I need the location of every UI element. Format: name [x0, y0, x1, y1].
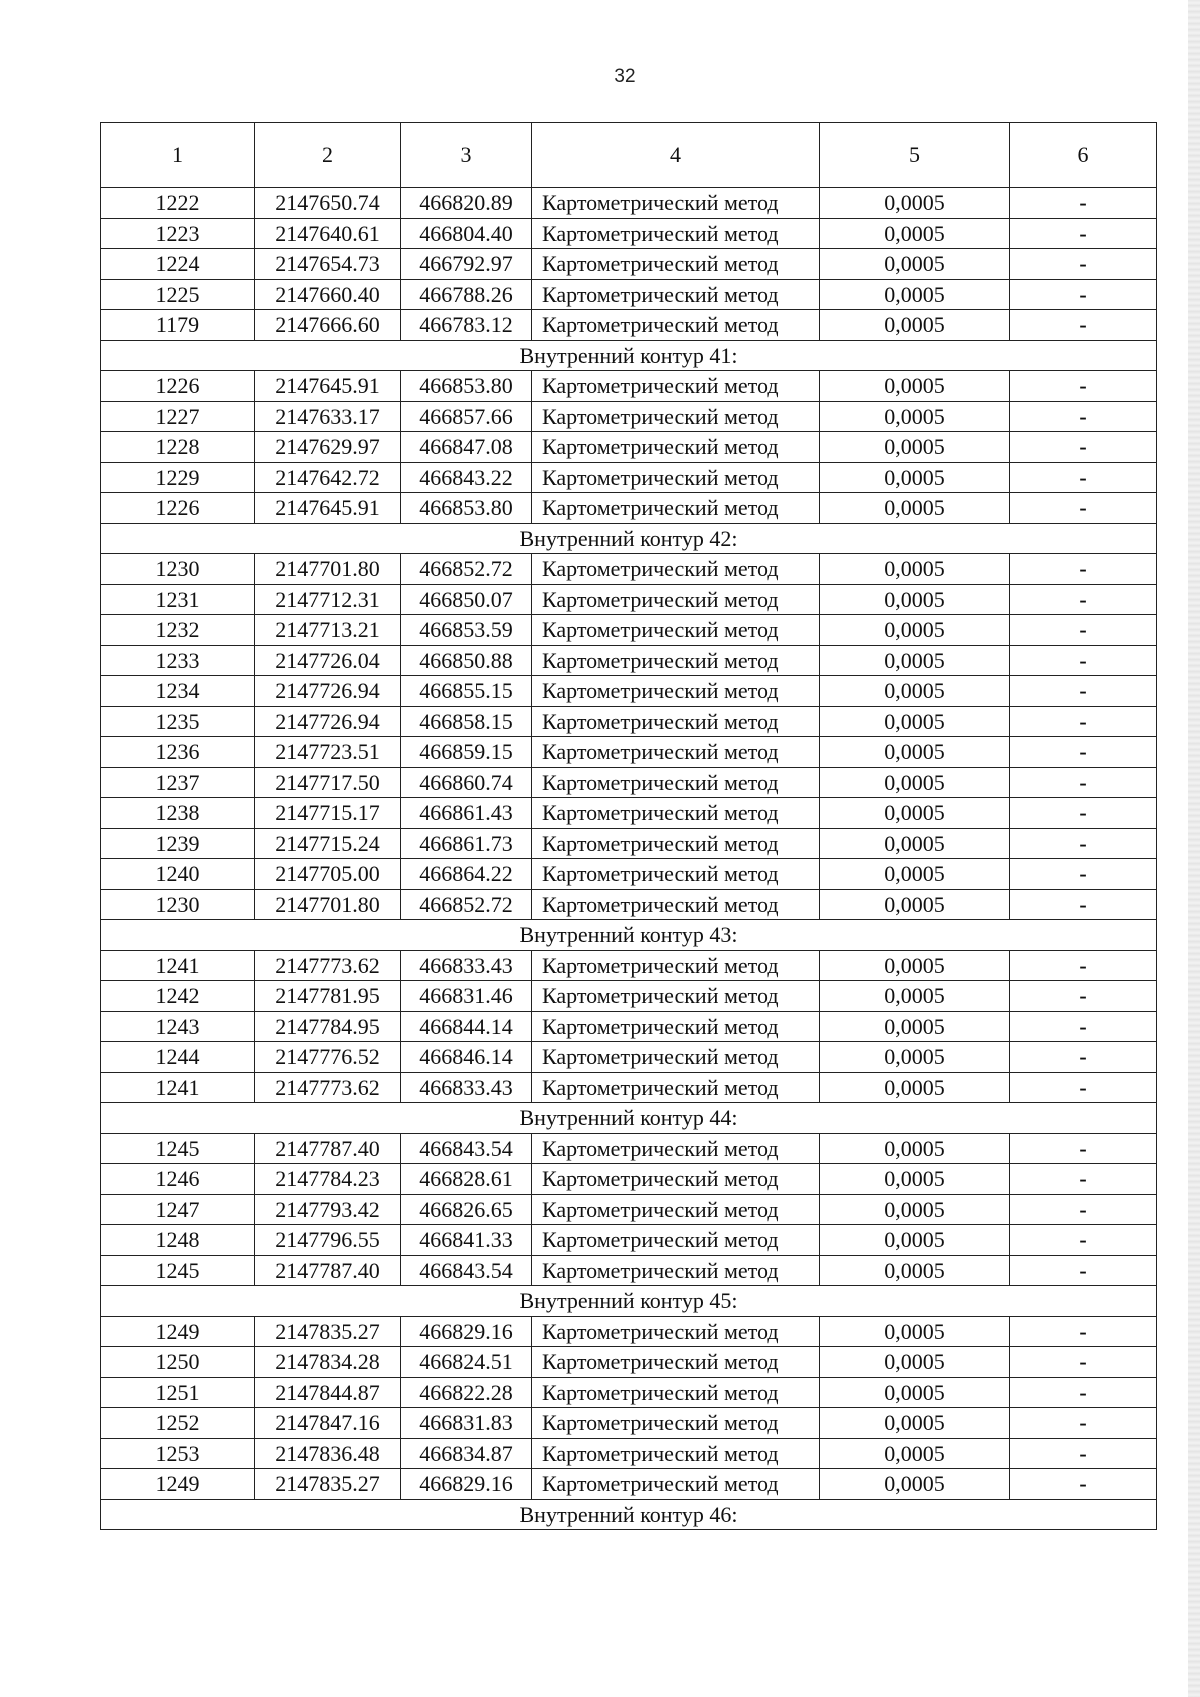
table-row: [101, 706, 1157, 737]
table-row: [101, 218, 1157, 249]
accuracy-cell: 0,0005: [820, 950, 1010, 981]
x-coordinate-cell: 2147834.28: [255, 1347, 401, 1378]
accuracy-cell: 0,0005: [820, 859, 1010, 890]
table-row: [101, 828, 1157, 859]
accuracy-cell: 0,0005: [820, 1133, 1010, 1164]
method-cell: Картометрический метод: [532, 493, 820, 524]
method-cell: Картометрический метод: [532, 188, 820, 219]
method-cell: Картометрический метод: [532, 1225, 820, 1256]
point-number-cell: 1232: [101, 615, 255, 646]
note-cell: -: [1010, 432, 1157, 463]
method-cell: Картометрический метод: [532, 401, 820, 432]
contour-section-label: Внутренний контур 43:: [101, 920, 1157, 951]
table-row: [101, 798, 1157, 829]
note-cell: -: [1010, 798, 1157, 829]
contour-section-row: [101, 1499, 1157, 1530]
x-coordinate-cell: 2147640.61: [255, 218, 401, 249]
table-row: [101, 676, 1157, 707]
x-coordinate-cell: 2147701.80: [255, 554, 401, 585]
point-number-cell: 1231: [101, 584, 255, 615]
method-cell: Картометрический метод: [532, 676, 820, 707]
method-cell: Картометрический метод: [532, 767, 820, 798]
table-row: [101, 1408, 1157, 1439]
note-cell: -: [1010, 1042, 1157, 1073]
x-coordinate-cell: 2147654.73: [255, 249, 401, 280]
y-coordinate-cell: 466828.61: [401, 1164, 532, 1195]
scan-edge-decoration: [1188, 0, 1200, 1697]
note-cell: -: [1010, 1469, 1157, 1500]
table-row: [101, 889, 1157, 920]
column-header-3: 3: [401, 123, 532, 188]
note-cell: -: [1010, 310, 1157, 341]
point-number-cell: 1253: [101, 1438, 255, 1469]
y-coordinate-cell: 466834.87: [401, 1438, 532, 1469]
y-coordinate-cell: 466847.08: [401, 432, 532, 463]
y-coordinate-cell: 466846.14: [401, 1042, 532, 1073]
point-number-cell: 1241: [101, 950, 255, 981]
contour-section-label: Внутренний контур 46:: [101, 1499, 1157, 1530]
method-cell: Картометрический метод: [532, 798, 820, 829]
accuracy-cell: 0,0005: [820, 218, 1010, 249]
y-coordinate-cell: 466859.15: [401, 737, 532, 768]
point-number-cell: 1247: [101, 1194, 255, 1225]
table-row: [101, 1347, 1157, 1378]
table-row: [101, 554, 1157, 585]
point-number-cell: 1250: [101, 1347, 255, 1378]
accuracy-cell: 0,0005: [820, 981, 1010, 1012]
y-coordinate-cell: 466831.83: [401, 1408, 532, 1439]
note-cell: -: [1010, 554, 1157, 585]
point-number-cell: 1233: [101, 645, 255, 676]
table-row: [101, 584, 1157, 615]
contour-section-label: Внутренний контур 42:: [101, 523, 1157, 554]
method-cell: Картометрический метод: [532, 432, 820, 463]
note-cell: -: [1010, 584, 1157, 615]
table-row: [101, 1194, 1157, 1225]
point-number-cell: 1248: [101, 1225, 255, 1256]
y-coordinate-cell: 466841.33: [401, 1225, 532, 1256]
table-row: [101, 859, 1157, 890]
accuracy-cell: 0,0005: [820, 1316, 1010, 1347]
note-cell: -: [1010, 1347, 1157, 1378]
method-cell: Картометрический метод: [532, 1194, 820, 1225]
note-cell: -: [1010, 1438, 1157, 1469]
method-cell: Картометрический метод: [532, 1255, 820, 1286]
point-number-cell: 1249: [101, 1316, 255, 1347]
method-cell: Картометрический метод: [532, 371, 820, 402]
x-coordinate-cell: 2147726.04: [255, 645, 401, 676]
method-cell: Картометрический метод: [532, 645, 820, 676]
x-coordinate-cell: 2147666.60: [255, 310, 401, 341]
table-row: [101, 1438, 1157, 1469]
x-coordinate-cell: 2147723.51: [255, 737, 401, 768]
note-cell: -: [1010, 1133, 1157, 1164]
y-coordinate-cell: 466833.43: [401, 1072, 532, 1103]
accuracy-cell: 0,0005: [820, 1377, 1010, 1408]
point-number-cell: 1225: [101, 279, 255, 310]
coordinates-table: [100, 122, 1157, 1530]
column-header-4: 4: [532, 123, 820, 188]
method-cell: Картометрический метод: [532, 1164, 820, 1195]
table-row: [101, 981, 1157, 1012]
point-number-cell: 1228: [101, 432, 255, 463]
x-coordinate-cell: 2147787.40: [255, 1255, 401, 1286]
table-row: [101, 645, 1157, 676]
y-coordinate-cell: 466843.54: [401, 1255, 532, 1286]
point-number-cell: 1234: [101, 676, 255, 707]
y-coordinate-cell: 466783.12: [401, 310, 532, 341]
accuracy-cell: 0,0005: [820, 1194, 1010, 1225]
y-coordinate-cell: 466858.15: [401, 706, 532, 737]
accuracy-cell: 0,0005: [820, 1438, 1010, 1469]
contour-section-label: Внутренний контур 41:: [101, 340, 1157, 371]
x-coordinate-cell: 2147787.40: [255, 1133, 401, 1164]
note-cell: -: [1010, 401, 1157, 432]
point-number-cell: 1240: [101, 859, 255, 890]
table-row: [101, 1011, 1157, 1042]
contour-section-row: [101, 340, 1157, 371]
accuracy-cell: 0,0005: [820, 1347, 1010, 1378]
point-number-cell: 1242: [101, 981, 255, 1012]
column-header-1: 1: [101, 123, 255, 188]
point-number-cell: 1230: [101, 554, 255, 585]
y-coordinate-cell: 466829.16: [401, 1316, 532, 1347]
method-cell: Картометрический метод: [532, 249, 820, 280]
y-coordinate-cell: 466855.15: [401, 676, 532, 707]
x-coordinate-cell: 2147713.21: [255, 615, 401, 646]
table-row: [101, 1316, 1157, 1347]
point-number-cell: 1245: [101, 1133, 255, 1164]
table-row: [101, 1072, 1157, 1103]
method-cell: Картометрический метод: [532, 1316, 820, 1347]
column-header-5: 5: [820, 123, 1010, 188]
method-cell: Картометрический метод: [532, 1438, 820, 1469]
table-row: [101, 371, 1157, 402]
method-cell: Картометрический метод: [532, 706, 820, 737]
method-cell: Картометрический метод: [532, 981, 820, 1012]
x-coordinate-cell: 2147784.95: [255, 1011, 401, 1042]
note-cell: -: [1010, 1377, 1157, 1408]
contour-section-label: Внутренний контур 44:: [101, 1103, 1157, 1134]
x-coordinate-cell: 2147844.87: [255, 1377, 401, 1408]
note-cell: -: [1010, 1255, 1157, 1286]
note-cell: -: [1010, 371, 1157, 402]
table-row: [101, 767, 1157, 798]
y-coordinate-cell: 466822.28: [401, 1377, 532, 1408]
note-cell: -: [1010, 676, 1157, 707]
method-cell: Картометрический метод: [532, 859, 820, 890]
point-number-cell: 1230: [101, 889, 255, 920]
accuracy-cell: 0,0005: [820, 249, 1010, 280]
table-row: [101, 432, 1157, 463]
x-coordinate-cell: 2147726.94: [255, 676, 401, 707]
y-coordinate-cell: 466820.89: [401, 188, 532, 219]
point-number-cell: 1226: [101, 371, 255, 402]
accuracy-cell: 0,0005: [820, 1255, 1010, 1286]
x-coordinate-cell: 2147660.40: [255, 279, 401, 310]
x-coordinate-cell: 2147629.97: [255, 432, 401, 463]
note-cell: -: [1010, 981, 1157, 1012]
accuracy-cell: 0,0005: [820, 798, 1010, 829]
note-cell: -: [1010, 1408, 1157, 1439]
y-coordinate-cell: 466860.74: [401, 767, 532, 798]
accuracy-cell: 0,0005: [820, 767, 1010, 798]
x-coordinate-cell: 2147715.17: [255, 798, 401, 829]
accuracy-cell: 0,0005: [820, 432, 1010, 463]
accuracy-cell: 0,0005: [820, 889, 1010, 920]
note-cell: -: [1010, 279, 1157, 310]
accuracy-cell: 0,0005: [820, 188, 1010, 219]
method-cell: Картометрический метод: [532, 615, 820, 646]
method-cell: Картометрический метод: [532, 310, 820, 341]
note-cell: -: [1010, 950, 1157, 981]
x-coordinate-cell: 2147781.95: [255, 981, 401, 1012]
accuracy-cell: 0,0005: [820, 615, 1010, 646]
table-row: [101, 1042, 1157, 1073]
accuracy-cell: 0,0005: [820, 737, 1010, 768]
table-row: [101, 1255, 1157, 1286]
point-number-cell: 1237: [101, 767, 255, 798]
x-coordinate-cell: 2147835.27: [255, 1469, 401, 1500]
table-row: [101, 462, 1157, 493]
accuracy-cell: 0,0005: [820, 1225, 1010, 1256]
method-cell: Картометрический метод: [532, 950, 820, 981]
y-coordinate-cell: 466829.16: [401, 1469, 532, 1500]
note-cell: -: [1010, 767, 1157, 798]
y-coordinate-cell: 466824.51: [401, 1347, 532, 1378]
y-coordinate-cell: 466857.66: [401, 401, 532, 432]
note-cell: -: [1010, 737, 1157, 768]
y-coordinate-cell: 466804.40: [401, 218, 532, 249]
point-number-cell: 1222: [101, 188, 255, 219]
x-coordinate-cell: 2147705.00: [255, 859, 401, 890]
x-coordinate-cell: 2147793.42: [255, 1194, 401, 1225]
accuracy-cell: 0,0005: [820, 645, 1010, 676]
note-cell: -: [1010, 828, 1157, 859]
x-coordinate-cell: 2147642.72: [255, 462, 401, 493]
x-coordinate-cell: 2147836.48: [255, 1438, 401, 1469]
table-row: [101, 950, 1157, 981]
contour-section-label: Внутренний контур 45:: [101, 1286, 1157, 1317]
accuracy-cell: 0,0005: [820, 1072, 1010, 1103]
table-row: [101, 1164, 1157, 1195]
accuracy-cell: 0,0005: [820, 371, 1010, 402]
method-cell: Картометрический метод: [532, 1408, 820, 1439]
point-number-cell: 1238: [101, 798, 255, 829]
y-coordinate-cell: 466792.97: [401, 249, 532, 280]
x-coordinate-cell: 2147701.80: [255, 889, 401, 920]
method-cell: Картометрический метод: [532, 1377, 820, 1408]
note-cell: -: [1010, 188, 1157, 219]
accuracy-cell: 0,0005: [820, 676, 1010, 707]
column-header-6: 6: [1010, 123, 1157, 188]
accuracy-cell: 0,0005: [820, 1469, 1010, 1500]
method-cell: Картометрический метод: [532, 584, 820, 615]
y-coordinate-cell: 466843.22: [401, 462, 532, 493]
table-row: [101, 249, 1157, 280]
x-coordinate-cell: 2147776.52: [255, 1042, 401, 1073]
point-number-cell: 1252: [101, 1408, 255, 1439]
y-coordinate-cell: 466852.72: [401, 889, 532, 920]
note-cell: -: [1010, 1194, 1157, 1225]
table-row: [101, 310, 1157, 341]
x-coordinate-cell: 2147633.17: [255, 401, 401, 432]
table-header-row: [101, 123, 1157, 188]
accuracy-cell: 0,0005: [820, 1011, 1010, 1042]
point-number-cell: 1245: [101, 1255, 255, 1286]
y-coordinate-cell: 466853.80: [401, 493, 532, 524]
method-cell: Картометрический метод: [532, 1347, 820, 1378]
x-coordinate-cell: 2147773.62: [255, 950, 401, 981]
note-cell: -: [1010, 859, 1157, 890]
point-number-cell: 1243: [101, 1011, 255, 1042]
point-number-cell: 1224: [101, 249, 255, 280]
contour-section-row: [101, 920, 1157, 951]
accuracy-cell: 0,0005: [820, 493, 1010, 524]
table-row: [101, 1469, 1157, 1500]
method-cell: Картометрический метод: [532, 1011, 820, 1042]
x-coordinate-cell: 2147784.23: [255, 1164, 401, 1195]
accuracy-cell: 0,0005: [820, 584, 1010, 615]
y-coordinate-cell: 466864.22: [401, 859, 532, 890]
page-number: 32: [614, 66, 636, 87]
point-number-cell: 1246: [101, 1164, 255, 1195]
point-number-cell: 1235: [101, 706, 255, 737]
point-number-cell: 1227: [101, 401, 255, 432]
note-cell: -: [1010, 615, 1157, 646]
table-row: [101, 1133, 1157, 1164]
point-number-cell: 1223: [101, 218, 255, 249]
x-coordinate-cell: 2147645.91: [255, 371, 401, 402]
y-coordinate-cell: 466853.59: [401, 615, 532, 646]
table-row: [101, 615, 1157, 646]
table-row: [101, 188, 1157, 219]
table-row: [101, 279, 1157, 310]
point-number-cell: 1229: [101, 462, 255, 493]
point-number-cell: 1179: [101, 310, 255, 341]
point-number-cell: 1239: [101, 828, 255, 859]
y-coordinate-cell: 466853.80: [401, 371, 532, 402]
column-header-2: 2: [255, 123, 401, 188]
table-row: [101, 401, 1157, 432]
method-cell: Картометрический метод: [532, 889, 820, 920]
note-cell: -: [1010, 1164, 1157, 1195]
y-coordinate-cell: 466850.88: [401, 645, 532, 676]
method-cell: Картометрический метод: [532, 1469, 820, 1500]
table-row: [101, 737, 1157, 768]
y-coordinate-cell: 466861.43: [401, 798, 532, 829]
note-cell: -: [1010, 889, 1157, 920]
note-cell: -: [1010, 706, 1157, 737]
table-row: [101, 1377, 1157, 1408]
note-cell: -: [1010, 249, 1157, 280]
method-cell: Картометрический метод: [532, 1042, 820, 1073]
x-coordinate-cell: 2147717.50: [255, 767, 401, 798]
note-cell: -: [1010, 493, 1157, 524]
x-coordinate-cell: 2147650.74: [255, 188, 401, 219]
accuracy-cell: 0,0005: [820, 1164, 1010, 1195]
point-number-cell: 1251: [101, 1377, 255, 1408]
method-cell: Картометрический метод: [532, 1072, 820, 1103]
table-body: [101, 123, 1157, 1530]
y-coordinate-cell: 466852.72: [401, 554, 532, 585]
accuracy-cell: 0,0005: [820, 1408, 1010, 1439]
point-number-cell: 1244: [101, 1042, 255, 1073]
x-coordinate-cell: 2147726.94: [255, 706, 401, 737]
x-coordinate-cell: 2147712.31: [255, 584, 401, 615]
note-cell: -: [1010, 462, 1157, 493]
y-coordinate-cell: 466833.43: [401, 950, 532, 981]
x-coordinate-cell: 2147773.62: [255, 1072, 401, 1103]
x-coordinate-cell: 2147847.16: [255, 1408, 401, 1439]
note-cell: -: [1010, 1072, 1157, 1103]
x-coordinate-cell: 2147835.27: [255, 1316, 401, 1347]
accuracy-cell: 0,0005: [820, 279, 1010, 310]
point-number-cell: 1226: [101, 493, 255, 524]
y-coordinate-cell: 466861.73: [401, 828, 532, 859]
table-row: [101, 1225, 1157, 1256]
note-cell: -: [1010, 1011, 1157, 1042]
accuracy-cell: 0,0005: [820, 706, 1010, 737]
accuracy-cell: 0,0005: [820, 828, 1010, 859]
method-cell: Картометрический метод: [532, 828, 820, 859]
x-coordinate-cell: 2147796.55: [255, 1225, 401, 1256]
note-cell: -: [1010, 218, 1157, 249]
contour-section-row: [101, 1286, 1157, 1317]
note-cell: -: [1010, 1316, 1157, 1347]
contour-section-row: [101, 523, 1157, 554]
method-cell: Картометрический метод: [532, 737, 820, 768]
accuracy-cell: 0,0005: [820, 401, 1010, 432]
note-cell: -: [1010, 1225, 1157, 1256]
y-coordinate-cell: 466788.26: [401, 279, 532, 310]
method-cell: Картометрический метод: [532, 554, 820, 585]
accuracy-cell: 0,0005: [820, 462, 1010, 493]
y-coordinate-cell: 466850.07: [401, 584, 532, 615]
method-cell: Картометрический метод: [532, 462, 820, 493]
contour-section-row: [101, 1103, 1157, 1134]
method-cell: Картометрический метод: [532, 1133, 820, 1164]
accuracy-cell: 0,0005: [820, 1042, 1010, 1073]
y-coordinate-cell: 466844.14: [401, 1011, 532, 1042]
y-coordinate-cell: 466826.65: [401, 1194, 532, 1225]
point-number-cell: 1241: [101, 1072, 255, 1103]
accuracy-cell: 0,0005: [820, 310, 1010, 341]
y-coordinate-cell: 466831.46: [401, 981, 532, 1012]
y-coordinate-cell: 466843.54: [401, 1133, 532, 1164]
x-coordinate-cell: 2147645.91: [255, 493, 401, 524]
method-cell: Картометрический метод: [532, 218, 820, 249]
table-row: [101, 493, 1157, 524]
x-coordinate-cell: 2147715.24: [255, 828, 401, 859]
accuracy-cell: 0,0005: [820, 554, 1010, 585]
point-number-cell: 1249: [101, 1469, 255, 1500]
point-number-cell: 1236: [101, 737, 255, 768]
note-cell: -: [1010, 645, 1157, 676]
method-cell: Картометрический метод: [532, 279, 820, 310]
